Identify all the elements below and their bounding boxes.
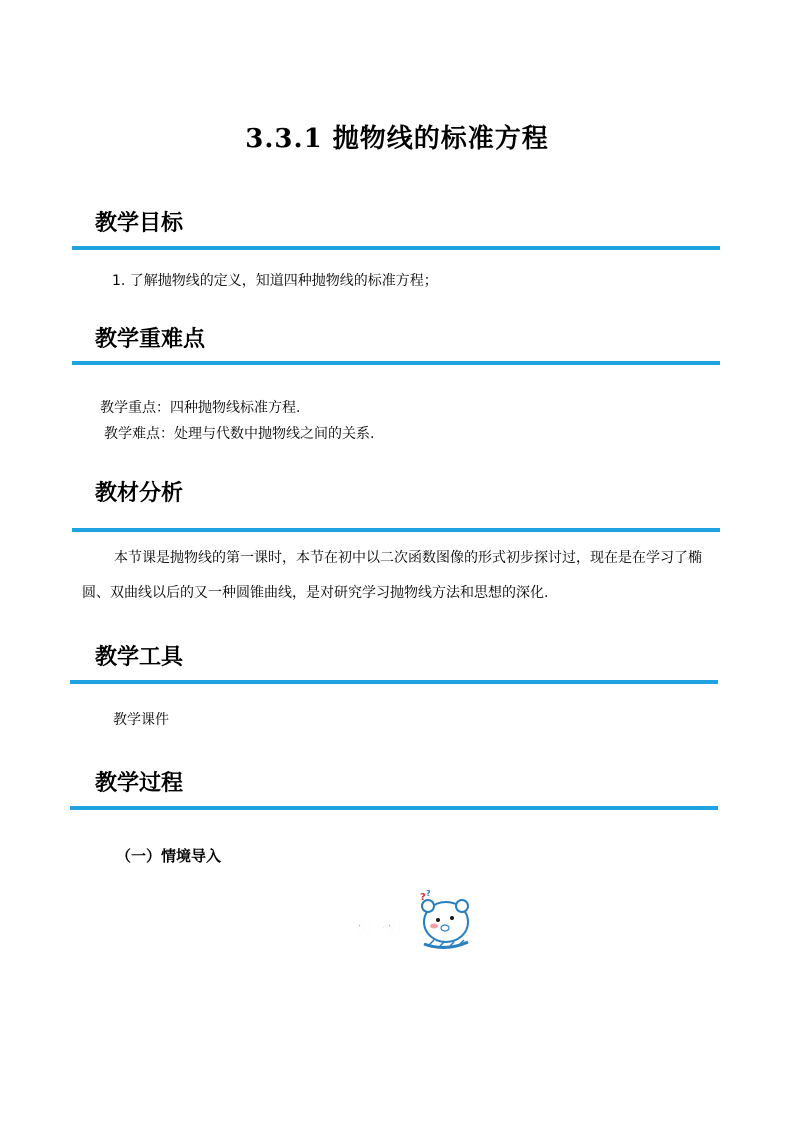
section-divider: [72, 361, 720, 365]
goal-item-1: 1. 了解抛物线的定义，知道四种抛物线的标准方程；: [112, 273, 438, 289]
section-heading-tools: 教学工具: [95, 645, 184, 670]
svg-text:?: ?: [426, 890, 431, 898]
section-divider: [72, 528, 720, 532]
section-divider: [70, 680, 718, 684]
section-heading-keypoints: 教学重难点: [95, 327, 206, 352]
key-point-text: 教学重点：四种抛物线标准方程.: [100, 400, 301, 416]
svg-text:?: ?: [420, 892, 426, 903]
subsection-intro: （一）情境导入: [116, 847, 222, 865]
difficulty-text: 教学难点：处理与代数中抛物线之间的关系.: [104, 426, 375, 442]
think-bear-icon: [354, 890, 474, 950]
section-divider: [70, 806, 718, 810]
section-divider: [72, 246, 720, 250]
section-heading-goals: 教学目标: [95, 211, 184, 236]
think-badge-text: 想一想: [356, 920, 402, 938]
page-title: 3.3.1 抛物线的标准方程: [245, 124, 549, 154]
section-heading-analysis: 教材分析: [95, 481, 184, 506]
section-heading-process: 教学过程: [95, 771, 184, 796]
tools-item: 教学课件: [113, 712, 169, 728]
analysis-paragraph: 本节课是抛物线的第一课时，本节在初中以二次函数图像的形式初步探讨过，现在是在学习了椭圆、双曲线以后的又一种圆锥曲线，是对研究学习抛物线方法和思想的深化.: [82, 550, 702, 601]
